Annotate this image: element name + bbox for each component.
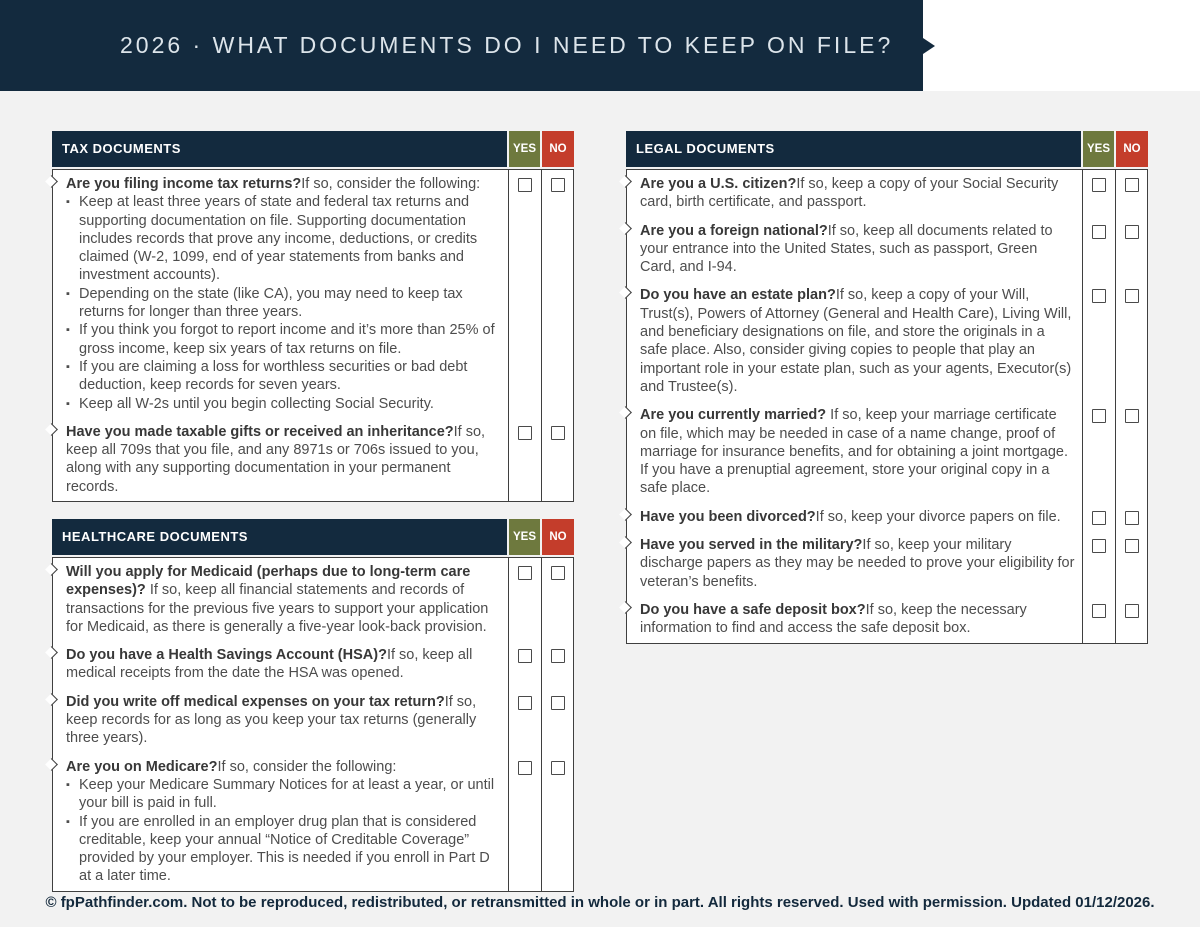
no-checkbox[interactable] — [1125, 178, 1139, 192]
no-checkbox[interactable] — [551, 649, 565, 663]
question-description: If so, consider the following: — [217, 758, 397, 775]
question-row — [53, 418, 573, 501]
no-checkbox[interactable] — [1125, 289, 1139, 303]
question-text — [53, 641, 509, 688]
yes-checkbox[interactable] — [1092, 539, 1106, 553]
yes-cell — [1083, 596, 1116, 643]
question-description: If so, keep your divorce papers on file. — [815, 508, 1061, 525]
no-cell — [542, 170, 573, 418]
no-column-header: NO — [1116, 131, 1148, 167]
question-label: Are you a U.S. citizen? — [640, 176, 797, 192]
tax-table-body — [52, 169, 574, 502]
question-row — [627, 281, 1147, 401]
yes-checkbox[interactable] — [518, 649, 532, 663]
question-label: Do you have a safe deposit box? — [640, 601, 866, 618]
question-row — [53, 753, 573, 891]
yes-cell — [1083, 281, 1116, 401]
healthcare-documents-table — [52, 519, 574, 892]
question-description: If so, consider the following: — [301, 176, 481, 192]
no-checkbox[interactable] — [551, 178, 565, 192]
no-checkbox[interactable] — [551, 426, 565, 440]
no-column-header: NO — [542, 519, 574, 555]
bullet-item: ▪ Keep at least three years of state and federal tax returns and supporting documentation on file. Supporting documentation includes records that prove any income, deductions, or credits claimed (W-2, 1099, end of year statements from banks and investment accounts). — [66, 193, 502, 284]
no-cell — [1116, 281, 1147, 401]
page-title: 2026 · WHAT DOCUMENTS DO I NEED TO KEEP ON FILE? — [120, 32, 894, 58]
question-description: If so, keep all 709s that you file, and any 8971s or 706s issued to you, along with any supporting documentation in your permanent records. — [66, 423, 486, 495]
question-label: Do you have an estate plan? — [640, 287, 836, 304]
question-label: Are you currently married? — [640, 407, 827, 424]
question-description: If so, keep a copy of your Social Security card, birth certificate, and passport. — [640, 176, 1059, 211]
bullet-item: ▪ If you are enrolled in an employer drug plan that is considered creditable, keep your annual “Notice of Creditable Coverage” provided by your employer. This is needed if you enroll in Part D at a later time. — [66, 813, 502, 886]
no-cell — [542, 688, 573, 753]
question-row — [627, 401, 1147, 502]
no-checkbox[interactable] — [1125, 511, 1139, 525]
no-checkbox[interactable] — [1125, 539, 1139, 553]
question-label: Are you on Medicare? — [66, 758, 218, 775]
question-description: If so, keep records for as long as you keep your tax returns (generally three years). — [66, 693, 477, 747]
question-label: Do you have a Health Savings Account (HSA)? — [66, 647, 387, 664]
question-row — [627, 531, 1147, 596]
legal-table-header — [626, 131, 1148, 167]
question-text — [53, 418, 509, 501]
bullet-list — [66, 193, 502, 413]
no-checkbox[interactable] — [551, 696, 565, 710]
question-description: If so, keep your military discharge papers as they may be needed to prove your eligibility for veteran’s benefits. — [640, 537, 1075, 590]
question-text — [627, 281, 1083, 401]
question-row — [53, 558, 573, 641]
yes-cell — [1083, 401, 1116, 502]
no-cell — [542, 753, 573, 891]
question-description: If so, keep all financial statements and records of transactions for the previous five years to support your application for Medicaid, as there is generally a five-year look-back provision. — [66, 582, 489, 635]
yes-checkbox[interactable] — [1092, 289, 1106, 303]
tax-table-header — [52, 131, 574, 167]
yes-cell — [1083, 170, 1116, 217]
section-title: TAX DOCUMENTS — [52, 131, 507, 167]
question-text — [627, 531, 1083, 596]
title-banner — [0, 0, 923, 91]
tax-documents-table — [52, 131, 574, 502]
yes-cell — [1083, 531, 1116, 596]
question-label: Are you a foreign national? — [640, 222, 828, 239]
no-cell — [1116, 217, 1147, 282]
bullet-list — [66, 776, 502, 886]
bullet-item: ▪ Keep all W-2s until you begin collecting Social Security. — [66, 395, 502, 413]
question-description: If so, keep your marriage certificate on file, which may be needed in case of a name change, proof of marriage for insurance benefits, and for obtaining a joint mortgage. If you have a prenuptial agreement, store your original copy in a safe place. — [640, 407, 1068, 497]
no-checkbox[interactable] — [1125, 225, 1139, 239]
yes-cell — [509, 688, 542, 753]
bullet-item: ▪ Keep your Medicare Summary Notices for at least a year, or until your bill is paid in full. — [66, 776, 502, 813]
question-text — [53, 558, 509, 641]
healthcare-table-body — [52, 557, 574, 892]
no-checkbox[interactable] — [1125, 604, 1139, 618]
question-row — [53, 641, 573, 688]
no-cell — [1116, 596, 1147, 643]
yes-checkbox[interactable] — [1092, 511, 1106, 525]
yes-checkbox[interactable] — [518, 696, 532, 710]
question-text — [627, 503, 1083, 531]
no-column-header: NO — [542, 131, 574, 167]
question-label: Have you been divorced? — [640, 508, 816, 525]
question-row — [627, 596, 1147, 643]
yes-cell — [509, 641, 542, 688]
bullet-item: ▪ Depending on the state (like CA), you may need to keep tax returns for longer than three years. — [66, 285, 502, 322]
question-row — [627, 503, 1147, 531]
question-description: If so, keep all medical receipts from the date the HSA was opened. — [66, 647, 473, 682]
no-checkbox[interactable] — [551, 566, 565, 580]
question-description: If so, keep a copy of your Will, Trust(s), Powers of Attorney (General and Health Care), Living Will, and beneficiary designations on file, and store the originals in a safe place. Also, consider giving copies to people that play an important role in your estate plan, such as your agents, Executor(s) and Trustee(s). — [640, 287, 1072, 395]
no-cell — [1116, 531, 1147, 596]
copyright-footer: © fpPathfinder.com. Not to be reproduced, redistributed, or retransmitted in whole or in part. All rights reserved. Used with permission. Updated 01/12/2026. — [45, 894, 1155, 911]
question-label: Are you filing income tax returns? — [66, 176, 302, 192]
yes-checkbox[interactable] — [1092, 178, 1106, 192]
section-title: HEALTHCARE DOCUMENTS — [52, 519, 507, 555]
yes-cell — [509, 418, 542, 501]
yes-checkbox[interactable] — [1092, 409, 1106, 423]
question-text — [627, 401, 1083, 502]
no-cell — [1116, 401, 1147, 502]
no-cell — [1116, 503, 1147, 531]
no-checkbox[interactable] — [551, 761, 565, 775]
legal-table-body — [626, 169, 1148, 644]
no-cell — [542, 418, 573, 501]
yes-cell — [1083, 217, 1116, 282]
question-text — [627, 596, 1083, 643]
question-label: Did you write off medical expenses on your tax return? — [66, 693, 445, 710]
bullet-item: ▪ If you think you forgot to report income and it’s more than 25% of gross income, keep six years of tax returns on file. — [66, 321, 502, 358]
question-text — [53, 170, 509, 418]
yes-cell — [1083, 503, 1116, 531]
question-row — [53, 688, 573, 753]
question-row — [627, 217, 1147, 282]
question-label: Have you served in the military? — [640, 537, 863, 554]
no-cell — [542, 558, 573, 641]
question-row — [627, 170, 1147, 217]
yes-checkbox[interactable] — [518, 178, 532, 192]
question-text — [627, 217, 1083, 282]
yes-checkbox[interactable] — [1092, 604, 1106, 618]
yes-cell — [509, 753, 542, 891]
yes-checkbox[interactable] — [518, 566, 532, 580]
no-cell — [1116, 170, 1147, 217]
question-row — [53, 170, 573, 418]
no-cell — [542, 641, 573, 688]
yes-checkbox[interactable] — [1092, 225, 1106, 239]
yes-column-header: YES — [509, 131, 540, 167]
no-checkbox[interactable] — [1125, 409, 1139, 423]
question-label: Will you apply for Medicaid (perhaps due to long-term care expenses)? — [66, 564, 471, 599]
question-description: If so, keep all documents related to your entrance into the United States, such as passport, Green Card, and I-94. — [640, 222, 1053, 276]
yes-cell — [509, 170, 542, 418]
yes-column-header: YES — [1083, 131, 1114, 167]
yes-cell — [509, 558, 542, 641]
question-text — [53, 688, 509, 753]
yes-checkbox[interactable] — [518, 426, 532, 440]
question-text — [53, 753, 509, 891]
question-label: Have you made taxable gifts or received an inheritance? — [66, 423, 454, 440]
yes-checkbox[interactable] — [518, 761, 532, 775]
healthcare-table-header — [52, 519, 574, 555]
legal-documents-table — [626, 131, 1148, 644]
question-text — [627, 170, 1083, 217]
bullet-item: ▪ If you are claiming a loss for worthless securities or bad debt deduction, keep records for seven years. — [66, 358, 502, 395]
yes-column-header: YES — [509, 519, 540, 555]
section-title: LEGAL DOCUMENTS — [626, 131, 1081, 167]
question-description: If so, keep the necessary information to find and access the safe deposit box. — [640, 601, 1027, 637]
